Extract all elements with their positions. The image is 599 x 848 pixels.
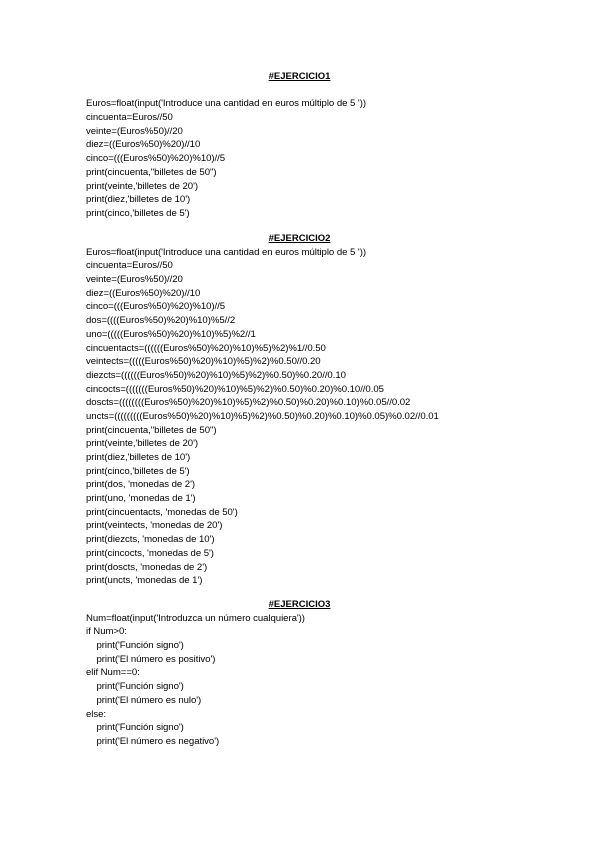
- code-line: print(veinte,'billetes de 20'): [86, 438, 199, 450]
- code-line: diez=((Euros%50)%20)//10: [86, 287, 201, 299]
- code-line: cinco=(((Euros%50)%20)%10)//5: [86, 301, 226, 313]
- exercise-heading: #EJERCICIO1: [268, 71, 331, 82]
- code-line: Euros=float(input('Introduce una cantidad en euros múltiplo de 5 ')): [86, 246, 366, 258]
- code-line: print(diezcts, 'monedas de 10'): [86, 534, 215, 546]
- code-line: if Num>0:: [86, 626, 127, 638]
- code-line: cincuentacts=((((((Euros%50)%20)%10)%5)%2)%1//0.50: [86, 342, 326, 354]
- code-line: uncts=(((((((((Euros%50)%20)%10)%5)%2)%0.50)%0.20)%0.10)%0.05)%0.02//0.01: [86, 410, 439, 422]
- code-line: print(cincuentacts, 'monedas de 50'): [86, 506, 238, 518]
- exercise-1: [86, 70, 566, 221]
- code-line: print(doscts, 'monedas de 2'): [86, 561, 208, 573]
- code-line: print(diez,'billetes de 10'): [86, 452, 191, 463]
- code-line: cinco=(((Euros%50)%20)%10)//5: [86, 153, 226, 165]
- code-line: elif Num==0:: [86, 667, 140, 679]
- code-line: print(cincuenta,"billetes de 50"): [86, 166, 217, 178]
- code-line: cincocts=(((((((Euros%50)%20)%10)%5)%2)%0.50)%0.20)%0.10//0.05: [86, 383, 384, 395]
- exercise-3: [86, 598, 566, 749]
- code-block: [86, 246, 566, 588]
- code-line: print(veintects, 'monedas de 20'): [86, 520, 223, 532]
- code-line: Euros=float(input('Introduce una cantidad en euros múltiplo de 5 ')): [86, 98, 366, 110]
- code-line: print(uncts, 'monedas de 1'): [86, 575, 203, 587]
- code-line: print(dos, 'monedas de 2'): [86, 479, 196, 491]
- code-line: Num=float(input('Introduzca un número cualquiera')): [86, 612, 305, 624]
- code-block: [86, 97, 566, 220]
- code-block: [86, 612, 566, 749]
- code-line: print(veinte,'billetes de 20'): [86, 180, 199, 192]
- code-line: veintects=(((((Euros%50)%20)%10)%5)%2)%0.50//0.20: [86, 356, 321, 368]
- code-line: print('Función signo'): [86, 722, 184, 734]
- code-line: print('Función signo'): [86, 681, 184, 693]
- code-line: veinte=(Euros%50)//20: [86, 274, 183, 286]
- exercise-heading: #EJERCICIO3: [268, 599, 331, 610]
- code-line: print('El número es nulo'): [86, 694, 202, 706]
- code-line: doscts=((((((((Euros%50)%20)%10)%5)%2)%0.50)%0.20)%0.10)%0.05//0.02: [86, 397, 411, 409]
- code-line: print('El número es positivo'): [86, 653, 216, 665]
- code-line: cincuenta=Euros//50: [86, 112, 173, 124]
- code-line: print(cincuenta,"billetes de 50"): [86, 424, 217, 436]
- code-line: print(cincocts, 'monedas de 5'): [86, 547, 214, 559]
- code-line: print(cinco,'billetes de 5'): [86, 465, 190, 477]
- code-line: print(diez,'billetes de 10'): [86, 194, 191, 206]
- code-line: print('Función signo'): [86, 640, 184, 652]
- code-line: veinte=(Euros%50)//20: [86, 125, 183, 137]
- code-line: cincuenta=Euros//50: [86, 260, 173, 272]
- code-line: print('El número es negativo'): [86, 735, 220, 747]
- exercise-heading: #EJERCICIO2: [268, 233, 331, 244]
- code-line: diez=((Euros%50)%20)//10: [86, 139, 201, 151]
- code-line: print(uno, 'monedas de 1'): [86, 493, 196, 505]
- code-line: else:: [86, 708, 107, 720]
- exercise-2: [86, 232, 566, 588]
- code-line: diezcts=((((((Euros%50)%20)%10)%5)%2)%0.50)%0.20//0.10: [86, 369, 346, 381]
- code-line: uno=(((((Euros%50)%20)%10)%5)%2//1: [86, 328, 256, 340]
- code-line: dos=((((Euros%50)%20)%10)%5//2: [86, 315, 236, 327]
- code-line: print(cinco,'billetes de 5'): [86, 207, 190, 219]
